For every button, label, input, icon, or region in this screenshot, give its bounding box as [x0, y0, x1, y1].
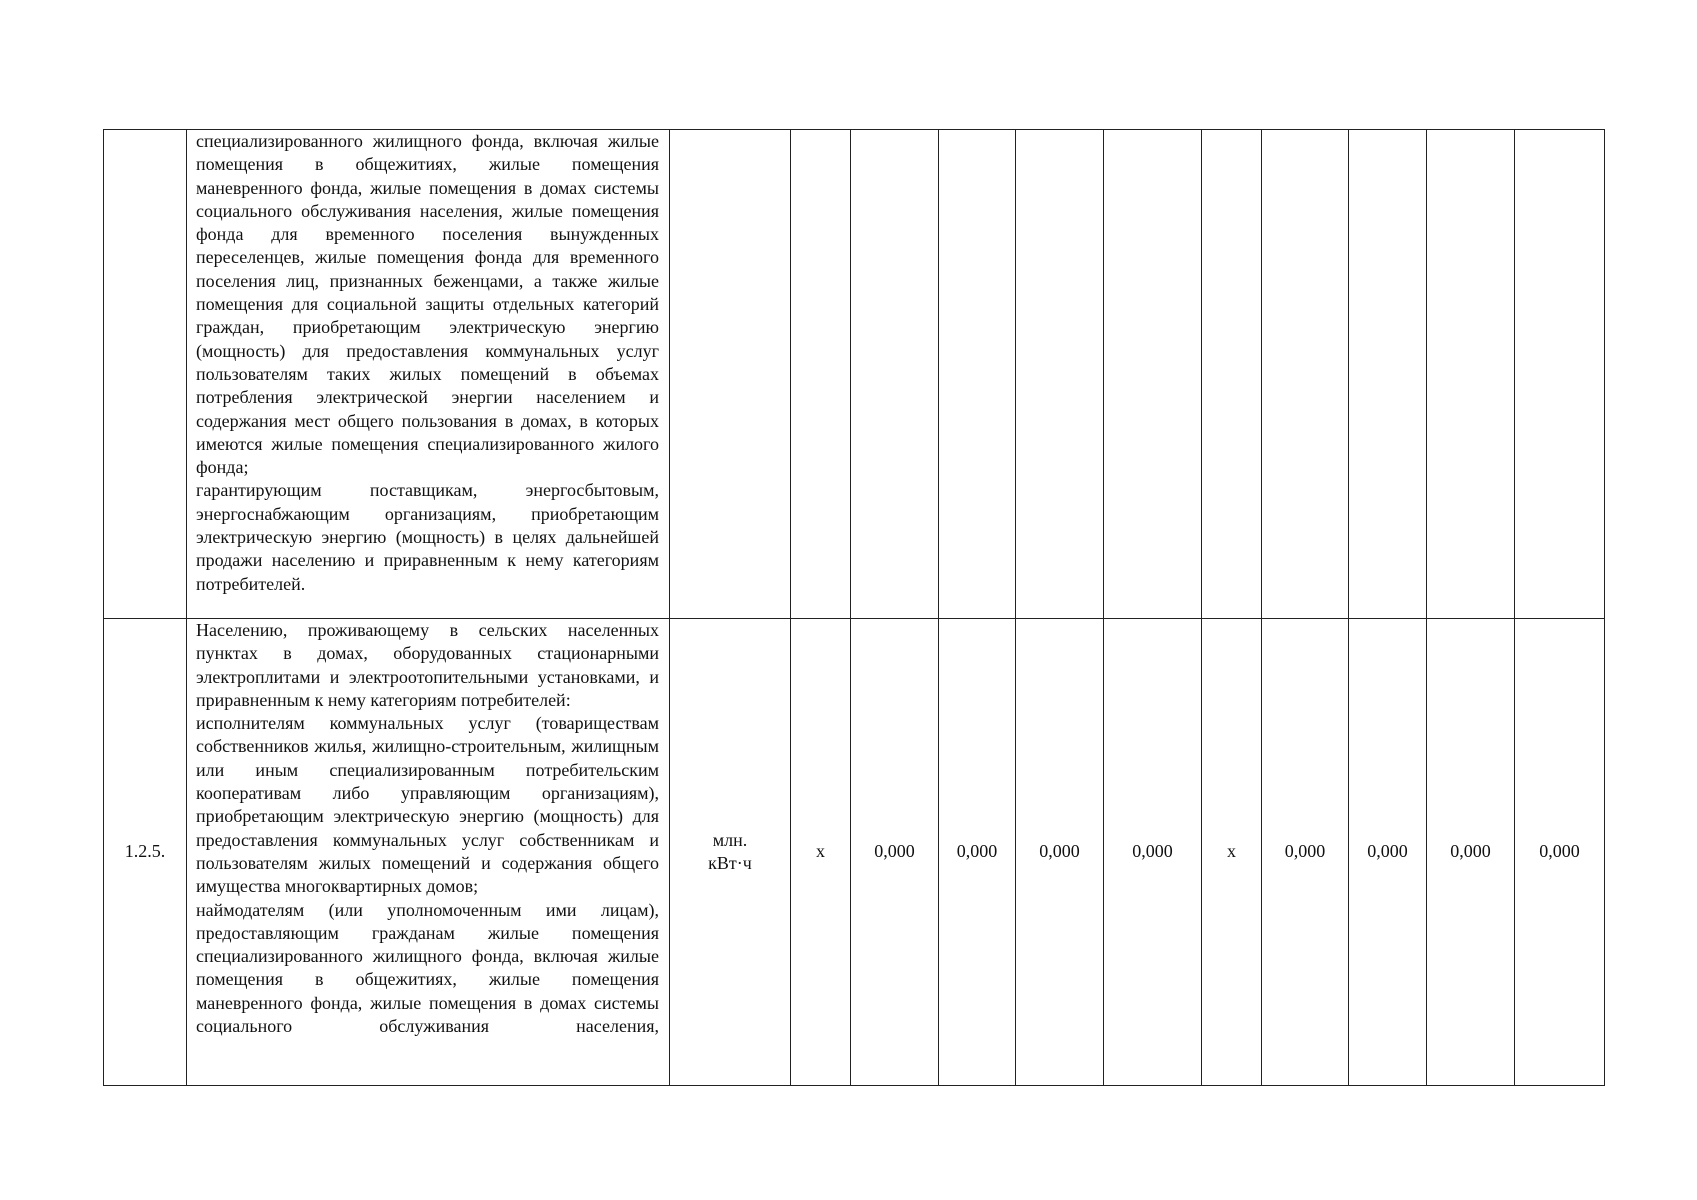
value-cell: 0,000 [939, 619, 1016, 1086]
value-cell [1016, 130, 1104, 619]
value-cell [791, 130, 851, 619]
value-cell [1104, 130, 1202, 619]
value-cell [1262, 130, 1349, 619]
value-cell: 0,000 [1427, 619, 1515, 1086]
description-paragraph: гарантирующим поставщикам, энергосбытовым, энергоснабжающим организациям, приобретающим электрическую энергию (мощность) в целях дальнейшей продажи населению и приравненным к нему категориям потребителей. [196, 480, 659, 594]
value-cell: 0,000 [1262, 619, 1349, 1086]
value-cell [939, 130, 1016, 619]
unit-line: млн. [712, 829, 748, 850]
row-index-cell [104, 130, 187, 619]
value-cell: 0,000 [1515, 619, 1605, 1086]
description-paragraph: наймодателям (или уполномоченным ими лицам), предоставляющим гражданам жилые помещения специализированного жилищного фонда, включая жилые помещения в общежитиях, жилые помещения маневренного фонда, жилые помещения в домах системы социального обслуживания населения, [196, 899, 659, 1037]
description-paragraph: исполнителям коммунальных услуг (товариществам собственников жилья, жилищно-строительным, жилищным или иным специализированным потребительским кооперативам либо управляющим организациям), приобретающим электрическую энергию (мощность) для предоставления коммунальных услуг собственникам и пользователям жилых помещений и содержания общего имущества многоквартирных домов; [196, 713, 659, 897]
value-cell: 0,000 [851, 619, 939, 1086]
table-row [104, 619, 1605, 1086]
value-cell: 0,000 [1104, 619, 1202, 1086]
value-cell [1515, 130, 1605, 619]
row-index-cell: 1.2.5. [104, 619, 187, 1086]
table-row [104, 130, 1605, 619]
value-cell [851, 130, 939, 619]
value-cell [1349, 130, 1427, 619]
unit-cell [670, 619, 791, 1086]
value-cell: 0,000 [1349, 619, 1427, 1086]
tariff-table [103, 129, 1605, 1086]
value-cell [1202, 130, 1262, 619]
row-description-cell [187, 619, 670, 1086]
unit-cell [670, 130, 791, 619]
row-description-cell [187, 130, 670, 619]
value-cell: х [791, 619, 851, 1086]
description-paragraph: специализированного жилищного фонда, включая жилые помещения в общежитиях, жилые помещения маневренного фонда, жилые помещения в домах системы социального обслуживания населения, жилые помещения фонда для временного поселения вынужденных переселенцев, жилые помещения фонда для временного поселения лиц, признанных беженцами, а также жилые помещения для социальной защиты отдельных категорий граждан, приобретающим электрическую энергию (мощность) для предоставления коммунальных услуг пользователям таких жилых помещений в объемах потребления электрической энергии населением и содержания мест общего пользования в домах, в которых имеются жилые помещения специализированного жилого фонда; [196, 131, 659, 478]
value-cell: 0,000 [1016, 619, 1104, 1086]
unit-line: кВт·ч [708, 853, 752, 873]
description-paragraph: Населению, проживающему в сельских населенных пунктах в домах, оборудованных стационарными электроплитами и электроотопительными установками, и приравненным к нему категориям потребителей: [196, 620, 659, 710]
value-cell [1427, 130, 1515, 619]
value-cell: х [1202, 619, 1262, 1086]
